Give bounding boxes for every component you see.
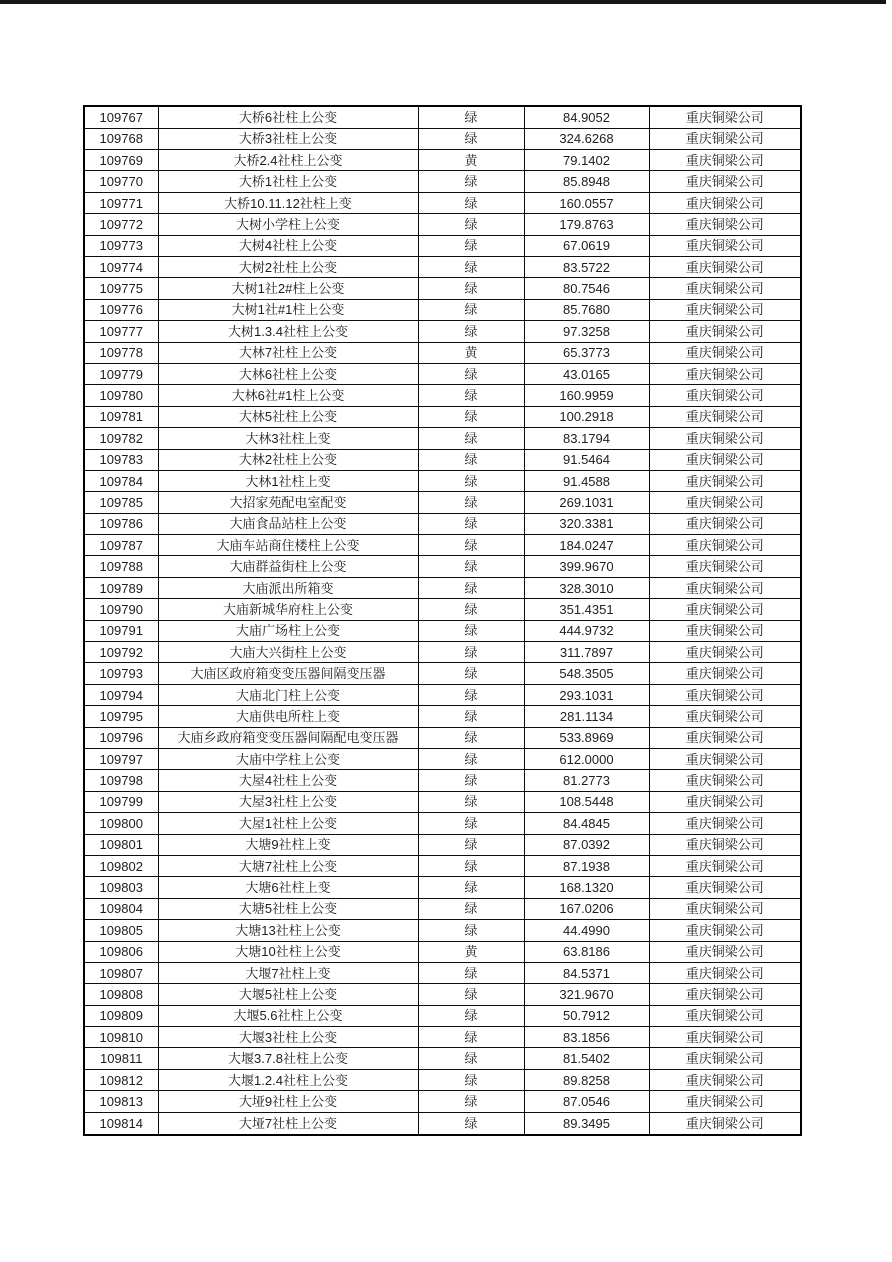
cell-company: 重庆铜梁公司 xyxy=(649,599,801,620)
cell-id: 109811 xyxy=(84,1048,158,1069)
table-row xyxy=(84,855,801,876)
cell-status: 绿 xyxy=(418,855,524,876)
cell-id: 109775 xyxy=(84,278,158,299)
cell-value: 65.3773 xyxy=(524,342,649,363)
cell-name: 大塘6社柱上变 xyxy=(158,877,418,898)
table-row xyxy=(84,128,801,149)
cell-company: 重庆铜梁公司 xyxy=(649,214,801,235)
cell-name: 大庙新城华府柱上公变 xyxy=(158,599,418,620)
cell-value: 89.8258 xyxy=(524,1069,649,1090)
table-row xyxy=(84,684,801,705)
cell-company: 重庆铜梁公司 xyxy=(649,535,801,556)
cell-name: 大庙乡政府箱变变压器间隔配电变压器 xyxy=(158,727,418,748)
cell-id: 109804 xyxy=(84,898,158,919)
cell-status: 绿 xyxy=(418,834,524,855)
cell-id: 109792 xyxy=(84,642,158,663)
cell-name: 大堰5.6社柱上公变 xyxy=(158,1005,418,1026)
cell-id: 109809 xyxy=(84,1005,158,1026)
cell-name: 大林2社柱上公变 xyxy=(158,449,418,470)
cell-value: 85.8948 xyxy=(524,171,649,192)
cell-name: 大堰5社柱上公变 xyxy=(158,984,418,1005)
cell-name: 大林6社#1柱上公变 xyxy=(158,385,418,406)
cell-id: 109774 xyxy=(84,257,158,278)
cell-name: 大庙群益街柱上公变 xyxy=(158,556,418,577)
cell-company: 重庆铜梁公司 xyxy=(649,385,801,406)
cell-status: 绿 xyxy=(418,235,524,256)
table-row xyxy=(84,449,801,470)
cell-status: 绿 xyxy=(418,1005,524,1026)
table-row xyxy=(84,620,801,641)
cell-name: 大塘9社柱上变 xyxy=(158,834,418,855)
cell-name: 大屋4社柱上公变 xyxy=(158,770,418,791)
cell-id: 109801 xyxy=(84,834,158,855)
cell-id: 109782 xyxy=(84,428,158,449)
cell-name: 大桥10.11.12社柱上变 xyxy=(158,192,418,213)
cell-company: 重庆铜梁公司 xyxy=(649,257,801,278)
cell-value: 320.3381 xyxy=(524,513,649,534)
cell-value: 63.8186 xyxy=(524,941,649,962)
cell-company: 重庆铜梁公司 xyxy=(649,984,801,1005)
cell-status: 绿 xyxy=(418,663,524,684)
cell-id: 109800 xyxy=(84,813,158,834)
cell-name: 大堰7社柱上变 xyxy=(158,962,418,983)
cell-company: 重庆铜梁公司 xyxy=(649,642,801,663)
cell-id: 109773 xyxy=(84,235,158,256)
cell-value: 50.7912 xyxy=(524,1005,649,1026)
cell-status: 绿 xyxy=(418,257,524,278)
cell-id: 109808 xyxy=(84,984,158,1005)
cell-status: 绿 xyxy=(418,1027,524,1048)
table-row xyxy=(84,941,801,962)
cell-value: 84.9052 xyxy=(524,106,649,128)
cell-status: 绿 xyxy=(418,1112,524,1135)
table-row xyxy=(84,406,801,427)
cell-company: 重庆铜梁公司 xyxy=(649,128,801,149)
table-row xyxy=(84,748,801,769)
cell-name: 大屋3社柱上公变 xyxy=(158,791,418,812)
cell-name: 大庙区政府箱变变压器间隔变压器 xyxy=(158,663,418,684)
table-row xyxy=(84,1069,801,1090)
cell-company: 重庆铜梁公司 xyxy=(649,235,801,256)
cell-value: 85.7680 xyxy=(524,299,649,320)
table-body xyxy=(84,106,801,1135)
cell-name: 大树2社柱上公变 xyxy=(158,257,418,278)
cell-name: 大庙车站商住楼柱上公变 xyxy=(158,535,418,556)
cell-value: 87.0546 xyxy=(524,1091,649,1112)
cell-value: 91.4588 xyxy=(524,470,649,491)
cell-value: 43.0165 xyxy=(524,363,649,384)
cell-status: 绿 xyxy=(418,406,524,427)
cell-id: 109799 xyxy=(84,791,158,812)
cell-name: 大招家苑配电室配变 xyxy=(158,492,418,513)
table-row xyxy=(84,706,801,727)
cell-name: 大屋1社柱上公变 xyxy=(158,813,418,834)
cell-name: 大树1社#1柱上公变 xyxy=(158,299,418,320)
cell-status: 绿 xyxy=(418,363,524,384)
cell-value: 160.9959 xyxy=(524,385,649,406)
cell-status: 绿 xyxy=(418,770,524,791)
table-row xyxy=(84,577,801,598)
table-row xyxy=(84,663,801,684)
table-row xyxy=(84,470,801,491)
cell-company: 重庆铜梁公司 xyxy=(649,363,801,384)
cell-id: 109794 xyxy=(84,684,158,705)
cell-status: 绿 xyxy=(418,920,524,941)
table-row xyxy=(84,791,801,812)
table-row xyxy=(84,257,801,278)
cell-status: 绿 xyxy=(418,1091,524,1112)
cell-value: 83.1856 xyxy=(524,1027,649,1048)
cell-name: 大树1.3.4社柱上公变 xyxy=(158,321,418,342)
cell-value: 108.5448 xyxy=(524,791,649,812)
cell-id: 109790 xyxy=(84,599,158,620)
cell-company: 重庆铜梁公司 xyxy=(649,706,801,727)
cell-status: 绿 xyxy=(418,385,524,406)
cell-status: 绿 xyxy=(418,620,524,641)
cell-value: 168.1320 xyxy=(524,877,649,898)
table-row xyxy=(84,235,801,256)
cell-name: 大堰3社柱上公变 xyxy=(158,1027,418,1048)
cell-id: 109793 xyxy=(84,663,158,684)
cell-company: 重庆铜梁公司 xyxy=(649,962,801,983)
cell-name: 大桥3社柱上公变 xyxy=(158,128,418,149)
cell-name: 大庙大兴街柱上公变 xyxy=(158,642,418,663)
cell-name: 大庙食品站柱上公变 xyxy=(158,513,418,534)
cell-id: 109814 xyxy=(84,1112,158,1135)
cell-name: 大林6社柱上公变 xyxy=(158,363,418,384)
table-row xyxy=(84,727,801,748)
cell-name: 大塘7社柱上公变 xyxy=(158,855,418,876)
cell-name: 大树1社2#柱上公变 xyxy=(158,278,418,299)
table-row xyxy=(84,192,801,213)
cell-company: 重庆铜梁公司 xyxy=(649,663,801,684)
table-row xyxy=(84,428,801,449)
cell-company: 重庆铜梁公司 xyxy=(649,620,801,641)
cell-status: 绿 xyxy=(418,192,524,213)
cell-id: 109797 xyxy=(84,748,158,769)
cell-status: 绿 xyxy=(418,642,524,663)
cell-status: 绿 xyxy=(418,599,524,620)
cell-id: 109783 xyxy=(84,449,158,470)
cell-company: 重庆铜梁公司 xyxy=(649,106,801,128)
cell-company: 重庆铜梁公司 xyxy=(649,406,801,427)
table-row xyxy=(84,642,801,663)
cell-name: 大堰3.7.8社柱上公变 xyxy=(158,1048,418,1069)
cell-id: 109769 xyxy=(84,150,158,171)
cell-value: 311.7897 xyxy=(524,642,649,663)
cell-status: 黄 xyxy=(418,342,524,363)
cell-value: 100.2918 xyxy=(524,406,649,427)
cell-status: 黄 xyxy=(418,150,524,171)
cell-id: 109791 xyxy=(84,620,158,641)
cell-id: 109795 xyxy=(84,706,158,727)
cell-name: 大桥1社柱上公变 xyxy=(158,171,418,192)
cell-name: 大庙派出所箱变 xyxy=(158,577,418,598)
cell-value: 612.0000 xyxy=(524,748,649,769)
cell-status: 绿 xyxy=(418,299,524,320)
cell-value: 167.0206 xyxy=(524,898,649,919)
cell-company: 重庆铜梁公司 xyxy=(649,492,801,513)
cell-company: 重庆铜梁公司 xyxy=(649,556,801,577)
cell-company: 重庆铜梁公司 xyxy=(649,684,801,705)
cell-value: 81.2773 xyxy=(524,770,649,791)
table-row xyxy=(84,770,801,791)
table-row xyxy=(84,877,801,898)
cell-status: 绿 xyxy=(418,106,524,128)
cell-id: 109810 xyxy=(84,1027,158,1048)
cell-company: 重庆铜梁公司 xyxy=(649,428,801,449)
cell-company: 重庆铜梁公司 xyxy=(649,299,801,320)
cell-id: 109768 xyxy=(84,128,158,149)
cell-company: 重庆铜梁公司 xyxy=(649,748,801,769)
cell-status: 绿 xyxy=(418,1048,524,1069)
cell-value: 548.3505 xyxy=(524,663,649,684)
table-row xyxy=(84,1112,801,1135)
cell-company: 重庆铜梁公司 xyxy=(649,877,801,898)
cell-value: 67.0619 xyxy=(524,235,649,256)
cell-id: 109807 xyxy=(84,962,158,983)
table-row xyxy=(84,984,801,1005)
cell-company: 重庆铜梁公司 xyxy=(649,577,801,598)
cell-id: 109767 xyxy=(84,106,158,128)
cell-value: 184.0247 xyxy=(524,535,649,556)
cell-company: 重庆铜梁公司 xyxy=(649,470,801,491)
table-row xyxy=(84,1027,801,1048)
cell-company: 重庆铜梁公司 xyxy=(649,1005,801,1026)
cell-status: 绿 xyxy=(418,877,524,898)
cell-status: 绿 xyxy=(418,1069,524,1090)
cell-name: 大桥2.4社柱上公变 xyxy=(158,150,418,171)
cell-name: 大垭7社柱上公变 xyxy=(158,1112,418,1135)
table-row xyxy=(84,321,801,342)
cell-company: 重庆铜梁公司 xyxy=(649,321,801,342)
cell-company: 重庆铜梁公司 xyxy=(649,770,801,791)
cell-company: 重庆铜梁公司 xyxy=(649,941,801,962)
cell-value: 44.4990 xyxy=(524,920,649,941)
table-container xyxy=(83,105,800,1136)
cell-company: 重庆铜梁公司 xyxy=(649,513,801,534)
cell-name: 大林1社柱上变 xyxy=(158,470,418,491)
cell-status: 绿 xyxy=(418,428,524,449)
table-row xyxy=(84,342,801,363)
cell-id: 109786 xyxy=(84,513,158,534)
cell-company: 重庆铜梁公司 xyxy=(649,920,801,941)
cell-id: 109806 xyxy=(84,941,158,962)
cell-name: 大庙中学柱上公变 xyxy=(158,748,418,769)
cell-value: 84.4845 xyxy=(524,813,649,834)
cell-status: 绿 xyxy=(418,791,524,812)
cell-company: 重庆铜梁公司 xyxy=(649,1112,801,1135)
table-row xyxy=(84,171,801,192)
cell-value: 83.5722 xyxy=(524,257,649,278)
table-row xyxy=(84,1048,801,1069)
cell-name: 大林7社柱上公变 xyxy=(158,342,418,363)
table-row xyxy=(84,492,801,513)
cell-company: 重庆铜梁公司 xyxy=(649,791,801,812)
cell-status: 绿 xyxy=(418,962,524,983)
cell-value: 83.1794 xyxy=(524,428,649,449)
cell-company: 重庆铜梁公司 xyxy=(649,1069,801,1090)
cell-id: 109805 xyxy=(84,920,158,941)
table-row xyxy=(84,385,801,406)
cell-status: 绿 xyxy=(418,684,524,705)
cell-company: 重庆铜梁公司 xyxy=(649,834,801,855)
cell-id: 109813 xyxy=(84,1091,158,1112)
table-row xyxy=(84,214,801,235)
cell-id: 109780 xyxy=(84,385,158,406)
cell-id: 109778 xyxy=(84,342,158,363)
cell-name: 大树4社柱上公变 xyxy=(158,235,418,256)
cell-status: 绿 xyxy=(418,813,524,834)
table-row xyxy=(84,150,801,171)
cell-name: 大林5社柱上公变 xyxy=(158,406,418,427)
cell-id: 109803 xyxy=(84,877,158,898)
cell-status: 绿 xyxy=(418,128,524,149)
cell-name: 大塘5社柱上公变 xyxy=(158,898,418,919)
cell-status: 绿 xyxy=(418,984,524,1005)
cell-id: 109785 xyxy=(84,492,158,513)
transformer-table xyxy=(83,105,802,1136)
cell-value: 399.9670 xyxy=(524,556,649,577)
cell-company: 重庆铜梁公司 xyxy=(649,1091,801,1112)
cell-company: 重庆铜梁公司 xyxy=(649,342,801,363)
table-row xyxy=(84,535,801,556)
cell-status: 黄 xyxy=(418,941,524,962)
table-row xyxy=(84,1091,801,1112)
cell-value: 160.0557 xyxy=(524,192,649,213)
cell-status: 绿 xyxy=(418,278,524,299)
cell-value: 80.7546 xyxy=(524,278,649,299)
cell-value: 97.3258 xyxy=(524,321,649,342)
cell-status: 绿 xyxy=(418,470,524,491)
cell-name: 大塘10社柱上公变 xyxy=(158,941,418,962)
top-border-bar xyxy=(0,0,886,4)
cell-status: 绿 xyxy=(418,513,524,534)
cell-company: 重庆铜梁公司 xyxy=(649,278,801,299)
table-row xyxy=(84,513,801,534)
cell-value: 328.3010 xyxy=(524,577,649,598)
cell-status: 绿 xyxy=(418,321,524,342)
cell-company: 重庆铜梁公司 xyxy=(649,898,801,919)
cell-value: 321.9670 xyxy=(524,984,649,1005)
cell-value: 179.8763 xyxy=(524,214,649,235)
cell-name: 大堰1.2.4社柱上公变 xyxy=(158,1069,418,1090)
cell-value: 91.5464 xyxy=(524,449,649,470)
cell-name: 大塘13社柱上公变 xyxy=(158,920,418,941)
cell-company: 重庆铜梁公司 xyxy=(649,813,801,834)
cell-id: 109779 xyxy=(84,363,158,384)
cell-id: 109776 xyxy=(84,299,158,320)
table-row xyxy=(84,363,801,384)
cell-status: 绿 xyxy=(418,577,524,598)
cell-value: 444.9732 xyxy=(524,620,649,641)
cell-company: 重庆铜梁公司 xyxy=(649,150,801,171)
table-row xyxy=(84,813,801,834)
table-row xyxy=(84,106,801,128)
cell-status: 绿 xyxy=(418,449,524,470)
table-row xyxy=(84,556,801,577)
cell-id: 109777 xyxy=(84,321,158,342)
cell-status: 绿 xyxy=(418,898,524,919)
cell-id: 109796 xyxy=(84,727,158,748)
cell-id: 109812 xyxy=(84,1069,158,1090)
cell-value: 533.8969 xyxy=(524,727,649,748)
cell-status: 绿 xyxy=(418,748,524,769)
cell-status: 绿 xyxy=(418,535,524,556)
cell-id: 109772 xyxy=(84,214,158,235)
cell-company: 重庆铜梁公司 xyxy=(649,855,801,876)
cell-value: 81.5402 xyxy=(524,1048,649,1069)
cell-value: 269.1031 xyxy=(524,492,649,513)
cell-status: 绿 xyxy=(418,556,524,577)
cell-value: 79.1402 xyxy=(524,150,649,171)
cell-id: 109802 xyxy=(84,855,158,876)
cell-company: 重庆铜梁公司 xyxy=(649,727,801,748)
cell-status: 绿 xyxy=(418,171,524,192)
cell-id: 109788 xyxy=(84,556,158,577)
cell-name: 大庙供电所柱上变 xyxy=(158,706,418,727)
cell-company: 重庆铜梁公司 xyxy=(649,1048,801,1069)
cell-status: 绿 xyxy=(418,727,524,748)
cell-id: 109787 xyxy=(84,535,158,556)
cell-status: 绿 xyxy=(418,706,524,727)
cell-value: 351.4351 xyxy=(524,599,649,620)
cell-status: 绿 xyxy=(418,214,524,235)
cell-value: 84.5371 xyxy=(524,962,649,983)
table-row xyxy=(84,834,801,855)
cell-value: 87.1938 xyxy=(524,855,649,876)
cell-id: 109784 xyxy=(84,470,158,491)
table-row xyxy=(84,299,801,320)
cell-status: 绿 xyxy=(418,492,524,513)
cell-id: 109798 xyxy=(84,770,158,791)
cell-name: 大庙北门柱上公变 xyxy=(158,684,418,705)
cell-id: 109771 xyxy=(84,192,158,213)
cell-name: 大庙广场柱上公变 xyxy=(158,620,418,641)
table-row xyxy=(84,962,801,983)
cell-value: 293.1031 xyxy=(524,684,649,705)
cell-name: 大桥6社柱上公变 xyxy=(158,106,418,128)
table-row xyxy=(84,278,801,299)
cell-id: 109789 xyxy=(84,577,158,598)
cell-id: 109781 xyxy=(84,406,158,427)
cell-value: 87.0392 xyxy=(524,834,649,855)
cell-name: 大垭9社柱上公变 xyxy=(158,1091,418,1112)
cell-name: 大林3社柱上变 xyxy=(158,428,418,449)
table-row xyxy=(84,898,801,919)
cell-id: 109770 xyxy=(84,171,158,192)
table-row xyxy=(84,599,801,620)
cell-value: 324.6268 xyxy=(524,128,649,149)
table-row xyxy=(84,920,801,941)
cell-value: 89.3495 xyxy=(524,1112,649,1135)
cell-company: 重庆铜梁公司 xyxy=(649,171,801,192)
cell-value: 281.1134 xyxy=(524,706,649,727)
table-row xyxy=(84,1005,801,1026)
cell-name: 大树小学柱上公变 xyxy=(158,214,418,235)
cell-company: 重庆铜梁公司 xyxy=(649,192,801,213)
cell-company: 重庆铜梁公司 xyxy=(649,1027,801,1048)
cell-company: 重庆铜梁公司 xyxy=(649,449,801,470)
